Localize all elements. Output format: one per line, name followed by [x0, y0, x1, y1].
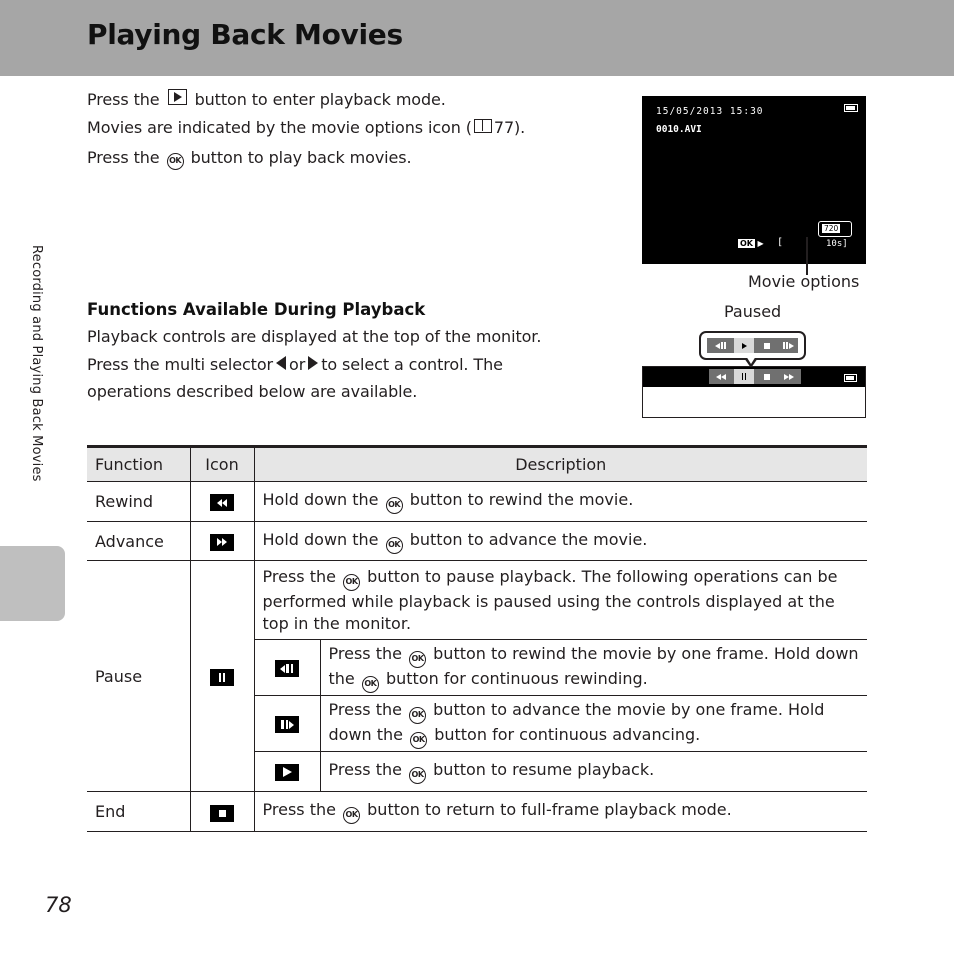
lcd-time-remaining: 10s] — [826, 239, 848, 249]
playback-top-bar — [643, 367, 865, 387]
multi-selector-left-icon — [276, 356, 286, 370]
section-line-2 — [87, 355, 503, 374]
description-advance-b: button to advance the movie. — [409, 529, 648, 549]
lcd-ok-play-indicator: OK ▶ — [740, 239, 764, 248]
description-frame-back — [320, 640, 867, 696]
function-rewind: Rewind — [87, 482, 190, 522]
description-resume-b: button to resume playback. — [433, 760, 655, 779]
battery-icon — [844, 104, 858, 112]
section-line-2-b: or — [289, 355, 306, 374]
intro-line-3 — [87, 148, 412, 170]
description-frame-forward-c: button for continuous advancing. — [434, 724, 701, 744]
description-end-b: button to return to full-frame playback mode. — [367, 800, 732, 819]
frame-forward-icon — [275, 716, 299, 733]
page-title: Playing Back Movies — [87, 18, 403, 51]
intro-line-3-b: button to play back movies. — [190, 148, 412, 167]
description-end — [254, 792, 867, 832]
playback-strip-illustration — [642, 366, 866, 418]
description-pause-b: button to pause playback. The following operations can be performed while playback is paused using the controls displayed at the top in the monitor. — [262, 566, 838, 633]
section-heading: Functions Available During Playback — [87, 300, 426, 319]
frame-forward-icon — [778, 338, 798, 353]
table-row-advance — [87, 522, 867, 561]
advance-icon — [779, 369, 799, 384]
function-pause: Pause — [87, 561, 190, 792]
table-row-rewind — [87, 482, 867, 522]
intro-line-2-a: Movies are indicated by the movie options icon ( — [87, 118, 472, 137]
description-frame-back-a: Press the — [328, 643, 402, 663]
callout-movie-options: Movie options — [748, 272, 860, 291]
icon-cell-rewind — [190, 482, 254, 522]
section-line-3: operations described below are available. — [87, 382, 418, 401]
description-resume-a: Press the — [328, 760, 402, 779]
ok-button-icon: OK — [386, 497, 403, 514]
lcd-filename: 0010.AVI — [656, 124, 702, 135]
intro-line-2-b: 77). — [493, 118, 526, 137]
advance-icon — [210, 534, 234, 551]
playback-button-icon — [168, 89, 187, 105]
ok-button-icon: OK — [409, 707, 426, 724]
intro-line-2 — [87, 118, 525, 137]
frame-back-icon — [711, 338, 731, 353]
icon-cell-frame-back — [254, 640, 320, 696]
pause-icon — [734, 369, 754, 384]
description-frame-back-c: button for continuous rewinding. — [385, 668, 648, 688]
ok-button-icon: OK — [409, 767, 426, 784]
play-icon — [275, 764, 299, 781]
paused-controls-bar — [707, 338, 798, 353]
callout-pointer-inner — [746, 356, 756, 364]
rewind-icon — [711, 369, 731, 384]
ok-button-icon: OK — [362, 676, 379, 693]
chapter-side-tab — [0, 546, 65, 621]
frame-back-icon — [275, 660, 299, 677]
table-header-row — [87, 447, 867, 482]
stop-icon — [757, 338, 777, 353]
ok-button-icon: OK — [386, 537, 403, 554]
stop-icon — [210, 805, 234, 822]
header-icon: Icon — [190, 447, 254, 482]
battery-icon — [844, 374, 857, 382]
section-line-1: Playback controls are displayed at the top of the monitor. — [87, 327, 542, 346]
ok-button-icon: OK — [343, 807, 360, 824]
table-row-end — [87, 792, 867, 832]
movie-options-badge: 720 — [824, 223, 839, 233]
rewind-icon — [210, 494, 234, 511]
pause-icon — [210, 669, 234, 686]
section-line-2-c: to select a control. The — [321, 355, 503, 374]
playback-functions-table — [87, 445, 867, 832]
stop-icon — [757, 369, 777, 384]
movie-options-icon — [818, 221, 852, 237]
intro-line-1-b: button to enter playback mode. — [194, 90, 446, 109]
description-frame-forward — [320, 696, 867, 752]
camera-monitor-illustration — [642, 96, 866, 264]
ok-button-icon: OK — [410, 732, 427, 749]
function-end: End — [87, 792, 190, 832]
icon-cell-pause — [190, 561, 254, 792]
ok-button-icon: OK — [409, 651, 426, 668]
table-row-pause — [87, 561, 867, 640]
description-pause — [254, 561, 867, 640]
description-advance — [254, 522, 867, 561]
header-function: Function — [87, 447, 190, 482]
description-rewind-b: button to rewind the movie. — [409, 490, 634, 509]
description-rewind — [254, 482, 867, 522]
description-advance-a: Hold down the — [262, 529, 379, 549]
lcd-datetime: 15/05/2013 15:30 — [656, 106, 764, 117]
callout-paused: Paused — [724, 302, 782, 321]
intro-line-1-a: Press the — [87, 90, 160, 109]
intro-line-3-a: Press the — [87, 148, 160, 167]
header-description: Description — [254, 447, 867, 482]
section-line-2-a: Press the multi selector — [87, 355, 274, 374]
description-frame-forward-b: button to advance the movie by one frame. Hold down the — [328, 699, 825, 744]
callout-line — [806, 237, 808, 275]
ok-button-icon: OK — [343, 574, 360, 591]
description-rewind-a: Hold down the — [262, 490, 379, 509]
page-number: 78 — [45, 893, 72, 917]
intro-line-1 — [87, 89, 446, 109]
description-resume — [320, 752, 867, 792]
icon-cell-end — [190, 792, 254, 832]
multi-selector-right-icon — [308, 356, 318, 370]
icon-cell-resume — [254, 752, 320, 792]
description-frame-forward-a: Press the — [328, 699, 402, 719]
playback-controls-bar — [709, 369, 801, 384]
lcd-bracket: [ — [777, 237, 784, 248]
chapter-side-label: Recording and Playing Back Movies — [29, 245, 44, 482]
description-frame-back-b: button to rewind the movie by one frame. Hold down the — [328, 643, 859, 688]
description-end-a: Press the — [262, 800, 336, 819]
icon-cell-advance — [190, 522, 254, 561]
description-pause-a: Press the — [262, 566, 336, 586]
resume-play-icon — [734, 338, 754, 353]
lcd-ok-label: OK — [740, 239, 753, 248]
function-advance: Advance — [87, 522, 190, 561]
ok-button-icon: OK — [167, 153, 184, 170]
icon-cell-frame-forward — [254, 696, 320, 752]
page-reference-icon — [474, 119, 492, 133]
